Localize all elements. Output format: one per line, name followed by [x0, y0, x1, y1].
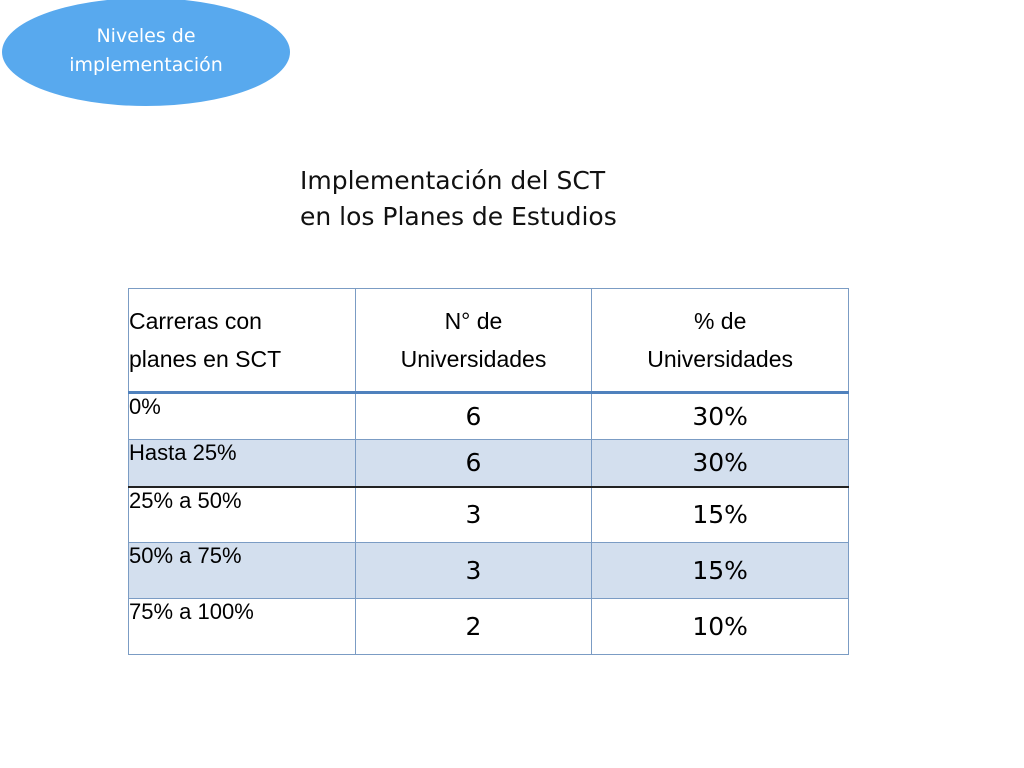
header-count: [355, 289, 592, 393]
row-percent: 10%: [592, 599, 849, 655]
table-row: [129, 440, 849, 487]
row-percent: 30%: [592, 393, 849, 440]
table-row: [129, 599, 849, 655]
row-category: Hasta 25%: [129, 440, 356, 487]
header-percent-line-2: Universidades: [647, 346, 794, 372]
table-row: [129, 487, 849, 543]
row-category: 0%: [129, 393, 356, 440]
table-row: [129, 393, 849, 440]
row-category: 50% a 75%: [129, 543, 356, 599]
row-count: 6: [355, 440, 592, 487]
table-row: [129, 543, 849, 599]
header-category-line-2: planes en SCT: [129, 346, 282, 372]
header-percent: [592, 289, 849, 393]
row-count: 2: [355, 599, 592, 655]
badge-line-2: implementación: [69, 54, 223, 76]
implementation-table: [128, 288, 849, 655]
row-count: 6: [355, 393, 592, 440]
slide-title: [300, 163, 700, 235]
row-count: 3: [355, 543, 592, 599]
row-percent: 15%: [592, 487, 849, 543]
row-category: 25% a 50%: [129, 487, 356, 543]
header-category: [129, 289, 356, 393]
row-percent: 30%: [592, 440, 849, 487]
header-count-line-1: N° de: [444, 308, 503, 334]
section-badge-label: [2, 22, 290, 80]
header-percent-line-1: % de: [693, 308, 747, 334]
row-percent: 15%: [592, 543, 849, 599]
header-count-line-2: Universidades: [400, 346, 547, 372]
row-count: 3: [355, 487, 592, 543]
title-line-1: Implementación del SCT: [300, 166, 606, 195]
header-category-line-1: Carreras con: [129, 308, 262, 334]
row-category: 75% a 100%: [129, 599, 356, 655]
title-line-2: en los Planes de Estudios: [300, 202, 617, 231]
badge-line-1: Niveles de: [96, 25, 196, 47]
table-header-row: [129, 289, 849, 393]
